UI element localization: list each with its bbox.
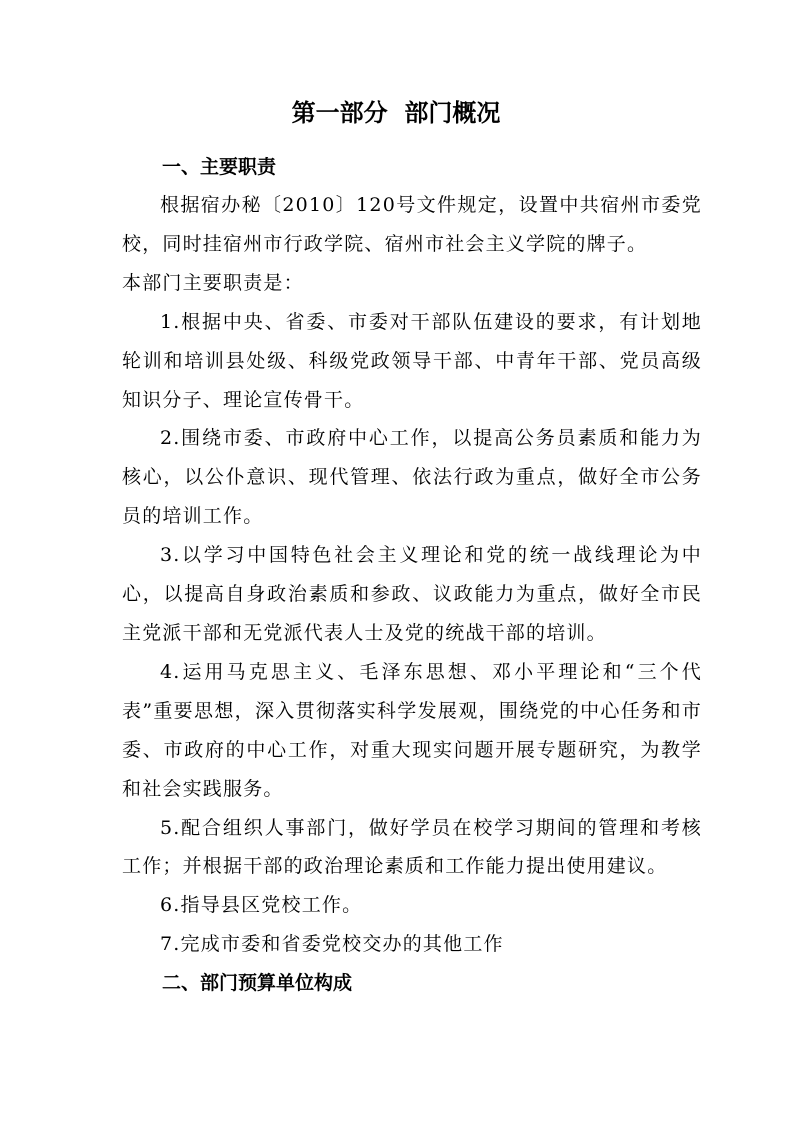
document-body	[122, 148, 702, 1002]
page-title: 第一部分 部门概况	[291, 99, 501, 127]
duty-item: 2.围绕市委、市政府中心工作，以提高公务员素质和能力为核心，以公仆意识、现代管理、依法行政为重点，做好全市公务员的培训工作。	[122, 427, 702, 528]
duty-item: 4.运用马克思主义、毛泽东思想、邓小平理论和“三个代表”重要思想，深入贯彻落实科学发展观，围绕党的中心任务和市委、市政府的中心工作，对重大现实问题开展专题研究，为教学和社会实践服务。	[122, 660, 702, 800]
duty-item: 3.以学习中国特色社会主义理论和党的统一战线理论为中心，以提高自身政治素质和参政、议政能力为重点，做好全市民主党派干部和无党派代表人士及党的统战干部的培训。	[122, 544, 702, 644]
duty-item: 6.指导县区党校工作。	[160, 894, 363, 917]
intro-tail-text: 本部门主要职责是：	[122, 271, 304, 294]
duty-item: 1.根据中央、省委、市委对干部队伍建设的要求，有计划地轮训和培训县处级、科级党政领导干部、中青年干部、党员高级知识分子、理论宣传骨干。	[122, 310, 702, 411]
intro-tail-paragraph	[122, 264, 702, 303]
section-heading-duties: 一、主要职责	[162, 156, 277, 178]
intro-text: 根据宿办秘〔2010〕120号文件规定，设置中共宿州市委党校，同时挂宿州市行政学院、宿州市社会主义学院的牌子。	[122, 194, 702, 255]
duty-item: 5.配合组织人事部门，做好学员在校学习期间的管理和考核工作；并根据干部的政治理论素质和工作能力提出使用建议。	[122, 816, 702, 878]
duty-item: 7.完成市委和省委党校交办的其他工作	[160, 933, 504, 956]
section-heading-budget-units: 二、部门预算单位构成	[162, 972, 353, 995]
intro-paragraph	[122, 186, 702, 264]
